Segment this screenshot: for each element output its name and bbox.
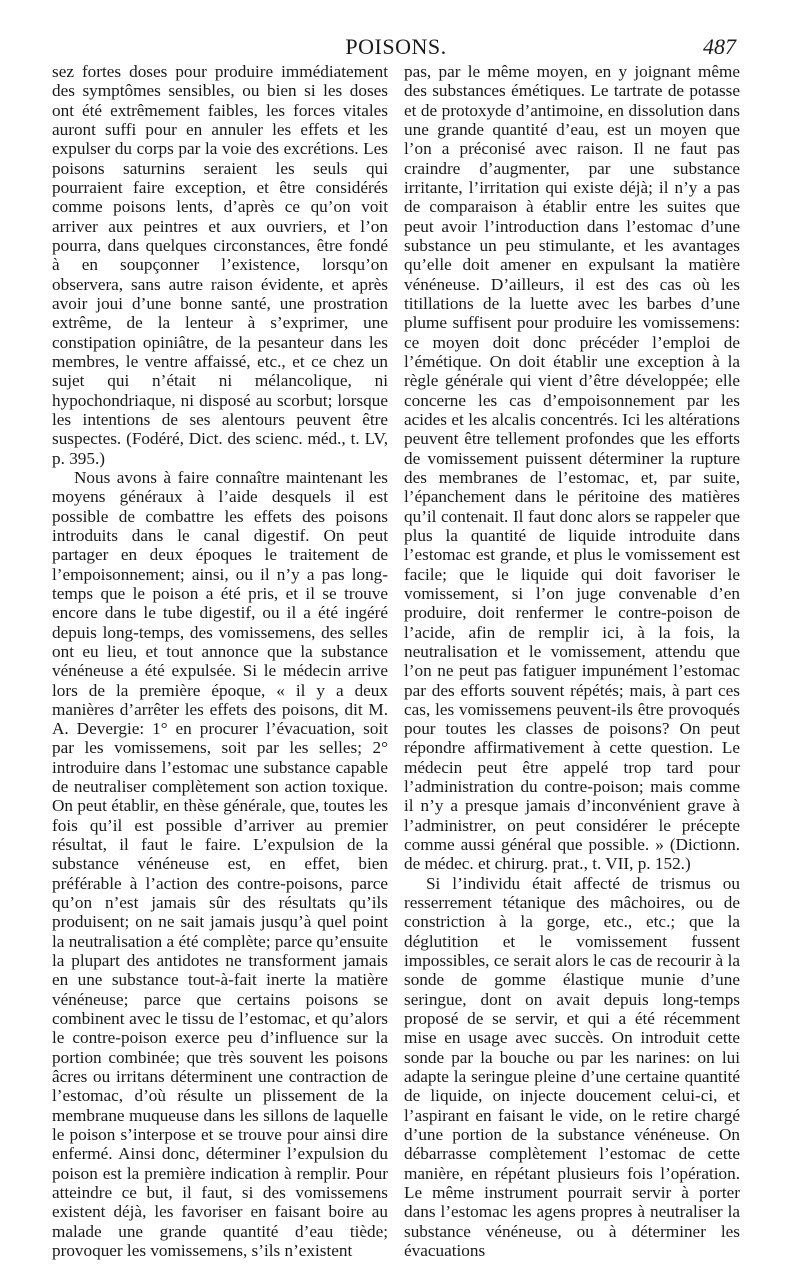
paragraph-left-1: sez fortes doses pour produire immédiatement des symptômes sensibles, ou bien si les doses ont été extrêmement faibles, les forces vitales auront suffi pour en annuler les effets et les expulser du corps par la voie des excrétions. Les poisons saturnins seraient les seuls qui pourraient faire exception, et être considérés comme poisons lents, d’après ce qu’on voit arriver aux peintres et aux ouvriers, et l’on pourra, dans quelques circonstances, être fondé à en soupçonner l’existence, lorsqu’on observera, sans autre raison évidente, et après avoir joui d’une bonne santé, une prostration extrême, de la lenteur à s’exprimer, une constipation opiniâtre, de la pesanteur dans les membres, le ventre affaissé, etc., et ce chez un sujet qui n’était ni mélancolique, ni hypochondriaque, ni disposé au scorbut; lorsque les intentions de ses alentours peuvent être suspectes. (Fodéré, Dict. des scienc. méd., t. LV, p. 395.) xyxy=(52,62,388,468)
paragraph-left-2: Nous avons à faire connaître maintenant les moyens généraux à l’aide desquels il est possible de combattre les effets des poisons introduits dans le canal digestif. On peut partager en deux époques le traitement de l’empoisonnement; ainsi, ou il n’y a pas long-temps que le poison a été pris, et il se trouve encore dans le tube digestif, ou il a été ingéré depuis long-temps, des vomissemens, des selles ont eu lieu, et tout annonce que la substance vénéneuse a été expulsée. Si le médecin arrive lors de la première époque, « il y a deux manières d’arrêter les effets des poisons, dit M. A. Devergie: 1° en procurer l’évacuation, soit par les vomissemens, soit par les selles; 2° introduire dans l’estomac une substance capable de neutraliser complètement son action toxique. On peut établir, en thèse générale, que, toutes les fois qu’il est possible d’arriver au premier résultat, il faut le faire. L’expulsion de la substance vénéneuse est, en effet, bien préférable à l’action des contre-poisons, parce qu’on n’est jamais sûr des résultats qu’ils produisent; on ne sait jamais jusqu’à quel point la neutralisation a été complète; parce qu’ensuite la plupart des antidotes ne transforment jamais en une substance tout-à-fait inerte la matière vénéneuse; parce que certains poisons se combinent avec le tissu de l’estomac, et qu’alors le contre-poison exerce peu d’influence sur la portion combinée; que très souvent les poisons âcres ou irritans déterminent une contraction de l’estomac, d’où résulte un plissement de la membrane muqueuse dans les sillons de laquelle le poison s’interpose et se trouve pour ainsi dire enfermé. Ainsi donc, déterminer l’expulsion du poison est la première indication à remplir. Pour atteindre ce but, il faut, si des vomissemens existent déjà, les favoriser en faisant boire au malade une grande quantité d’eau tiède; provoquer les vomissemens, s’ils n’existent xyxy=(52,467,388,1261)
right-column xyxy=(404,62,740,1260)
paragraph-right-1: pas, par le même moyen, en y joignant même des substances émétiques. Le tartrate de potasse et de protoxyde d’antimoine, en dissolution dans une grande quantité d’eau, est un moyen que l’on a préconisé avec raison. Il ne faut pas craindre d’augmenter, par une substance irritante, l’irritation qui existe déjà; il n’y a pas de comparaison à établir entre les suites que peut avoir l’introduction dans l’estomac d’une substance un peu stimulante, et les avantages qu’elle doit amener en expulsant la matière vénéneuse. D’ailleurs, il est des cas où les titillations de la luette avec les barbes d’une plume suffisent pour produire les vomissemens: ce moyen doit donc précéder l’emploi de l’émétique. On doit établir une exception à la règle générale qui vient d’être développée; elle concerne les cas d’empoisonnement par les acides et les alcalis concentrés. Ici les altérations peuvent être tellement profondes que les efforts de vomissement puissent déterminer la rupture des membranes de l’estomac, et, par suite, l’épanchement dans le péritoine des matières qu’il contenait. Il faut donc alors se rappeler que plus la quantité de liquide introduite dans l’estomac est grande, et plus le vomissement est facile; que le liquide qui doit favoriser le vomissement, si l’on juge convenable d’en produire, doit renfermer le contre-poison de l’acide, afin de remplir ici, à la fois, la neutralisation et le vomissement, attendu que l’on ne peut pas fatiguer impunément l’estomac par des efforts souvent répétés; mais, à part ces cas, les vomissemens peuvent-ils être provoqués pour toutes les classes de poisons? On peut répondre affirmativement à cette question. Le médecin peut être appelé trop tard pour l’administration du contre-poison; mais comme il n’y a presque jamais d’inconvénient grave à l’administrer, on peut considérer le précepte comme aussi général que possible. » (Dictionn. de médec. et chirurg. prat., t. VII, p. 152.) xyxy=(404,62,740,874)
page-number: 487 xyxy=(703,34,736,59)
column-divider xyxy=(392,62,393,1212)
paragraph-right-2: Si l’individu était affecté de trismus ou resserrement tétanique des mâchoires, ou de constriction à la gorge, etc., etc.; que la déglutition et le vomissement fussent impossibles, ce serait alors le cas de recourir à la sonde de gomme élastique munie d’une seringue, dont on avait depuis long-temps proposé de se servir, et qui a été récemment mise en usage avec succès. On introduit cette sonde par la bouche ou par les narines: on lui adapte la seringue pleine d’une certaine quantité de liquide, on injecte doucement celui-ci, et l’aspirant en faisant le vide, on le retire chargé d’une portion de la substance vénéneuse. On débarrasse complètement l’estomac de cette manière, en répétant plusieurs fois l’opération. Le même instrument pourrait servir à porter dans l’estomac les agens propres à neutraliser la substance vénéneuse, ou à déterminer les évacuations xyxy=(404,873,740,1261)
running-title: POISONS. xyxy=(345,34,447,59)
left-column xyxy=(52,62,388,1260)
